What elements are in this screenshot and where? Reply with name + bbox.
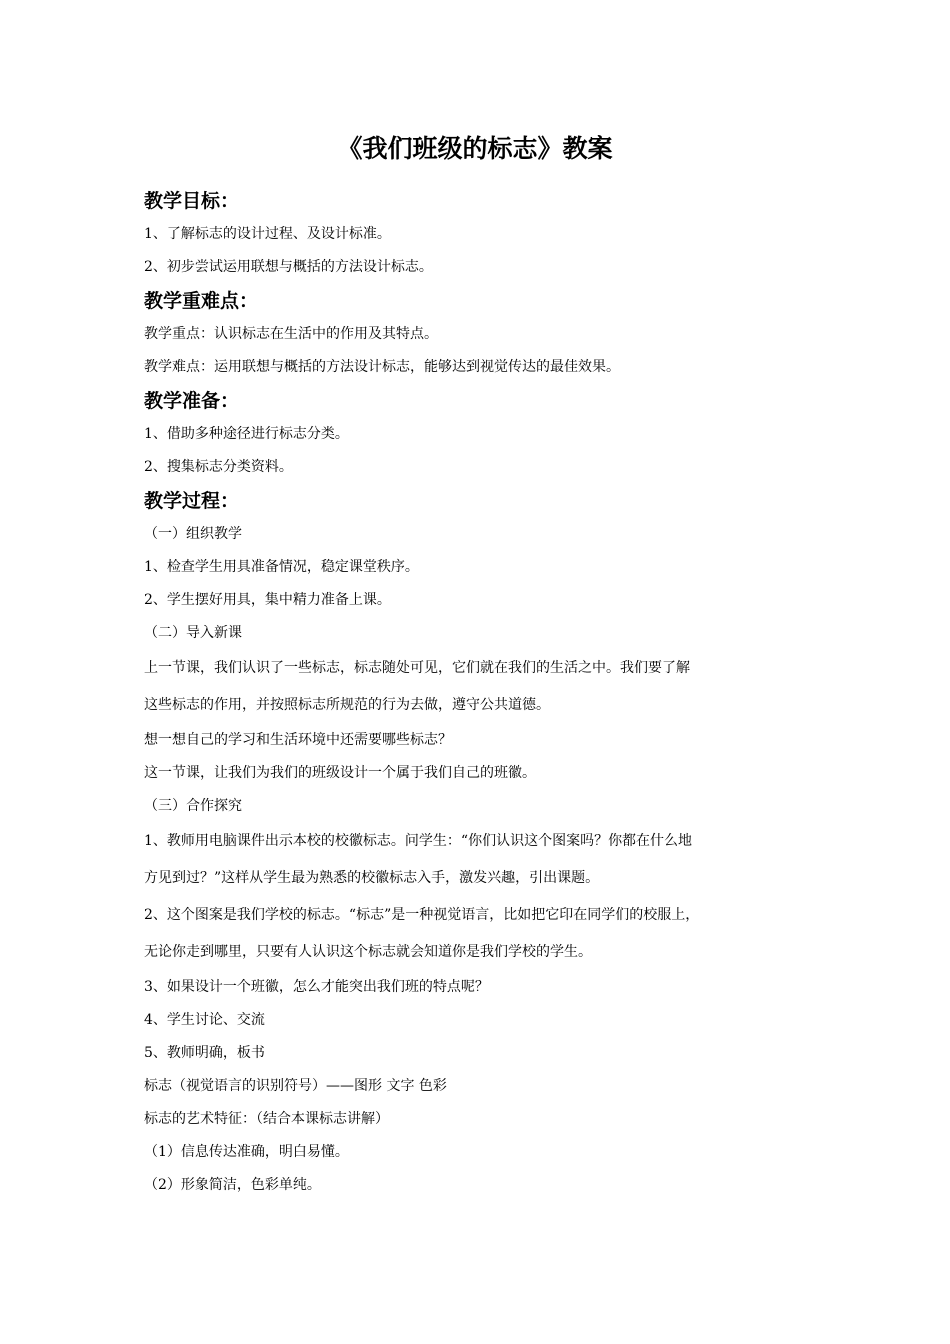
- paragraph-line: 1、借助多种途径进行标志分类。: [144, 426, 349, 442]
- paragraph-line: 标志的艺术特征：（结合本课标志讲解）: [144, 1111, 389, 1127]
- document-title: 《我们班级的标志》教案: [337, 134, 613, 163]
- paragraph-line: 无论你走到哪里，只要有人认识这个标志就会知道你是我们学校的学生。: [144, 944, 592, 960]
- document-body: [144, 184, 824, 1202]
- paragraph-line: 上一节课，我们认识了一些标志，标志随处可见，它们就在我们的生活之中。我们要了解: [144, 660, 690, 676]
- paragraph-line: 教学难点：运用联想与概括的方法设计标志，能够达到视觉传达的最佳效果。: [144, 359, 620, 375]
- section-preparation: [144, 384, 824, 484]
- section-heading-key-points: 教学重难点：: [144, 290, 259, 312]
- paragraph-line: 想一想自己的学习和生活环境中还需要哪些标志？: [144, 732, 452, 748]
- paragraph-line: （一）组织教学: [144, 526, 242, 542]
- paragraph-line: 1、检查学生用具准备情况，稳定课堂秩序。: [144, 559, 419, 575]
- paragraph-line: 2、这个图案是我们学校的标志。“标志”是一种视觉语言，比如把它印在同学们的校服上，: [144, 907, 700, 923]
- paragraph-line: 这一节课，让我们为我们的班级设计一个属于我们自己的班徽。: [144, 765, 536, 781]
- section-heading-goals: 教学目标：: [144, 190, 240, 212]
- paragraph-line: （1）信息传达准确，明白易懂。: [144, 1144, 349, 1160]
- paragraph-line: 教学重点：认识标志在生活中的作用及其特点。: [144, 326, 438, 342]
- paragraph-line: 3、如果设计一个班徽，怎么才能突出我们班的特点呢？: [144, 979, 489, 995]
- paragraph-line: 2、学生摆好用具，集中精力准备上课。: [144, 592, 391, 608]
- paragraph-line: 5、教师明确，板书: [144, 1045, 265, 1061]
- paragraph-line: 2、搜集标志分类资料。: [144, 459, 293, 475]
- paragraph-line: 1、教师用电脑课件出示本校的校徽标志。问学生：“你们认识这个图案吗？你都在什么地: [144, 833, 693, 849]
- paragraph-line: （三）合作探究: [144, 798, 242, 814]
- paragraph-line: 这些标志的作用，并按照标志所规范的行为去做，遵守公共道德。: [144, 697, 550, 713]
- section-process: [144, 484, 824, 1202]
- paragraph-line: 1、了解标志的设计过程、及设计标准。: [144, 226, 391, 242]
- section-goals: [144, 184, 824, 284]
- paragraph-line: 4、学生讨论、交流: [144, 1012, 265, 1028]
- paragraph-line: 2、初步尝试运用联想与概括的方法设计标志。: [144, 259, 433, 275]
- section-key-points: [144, 284, 824, 384]
- paragraph-line: （2）形象简洁，色彩单纯。: [144, 1177, 321, 1193]
- section-heading-preparation: 教学准备：: [144, 390, 240, 412]
- paragraph-line: 标志（视觉语言的识别符号）——图形 文字 色彩: [144, 1078, 447, 1094]
- section-heading-process: 教学过程：: [144, 490, 240, 512]
- paragraph-line: （二）导入新课: [144, 625, 242, 641]
- paragraph-line: 方见到过？”这样从学生最为熟悉的校徽标志入手，激发兴趣，引出课题。: [144, 870, 600, 886]
